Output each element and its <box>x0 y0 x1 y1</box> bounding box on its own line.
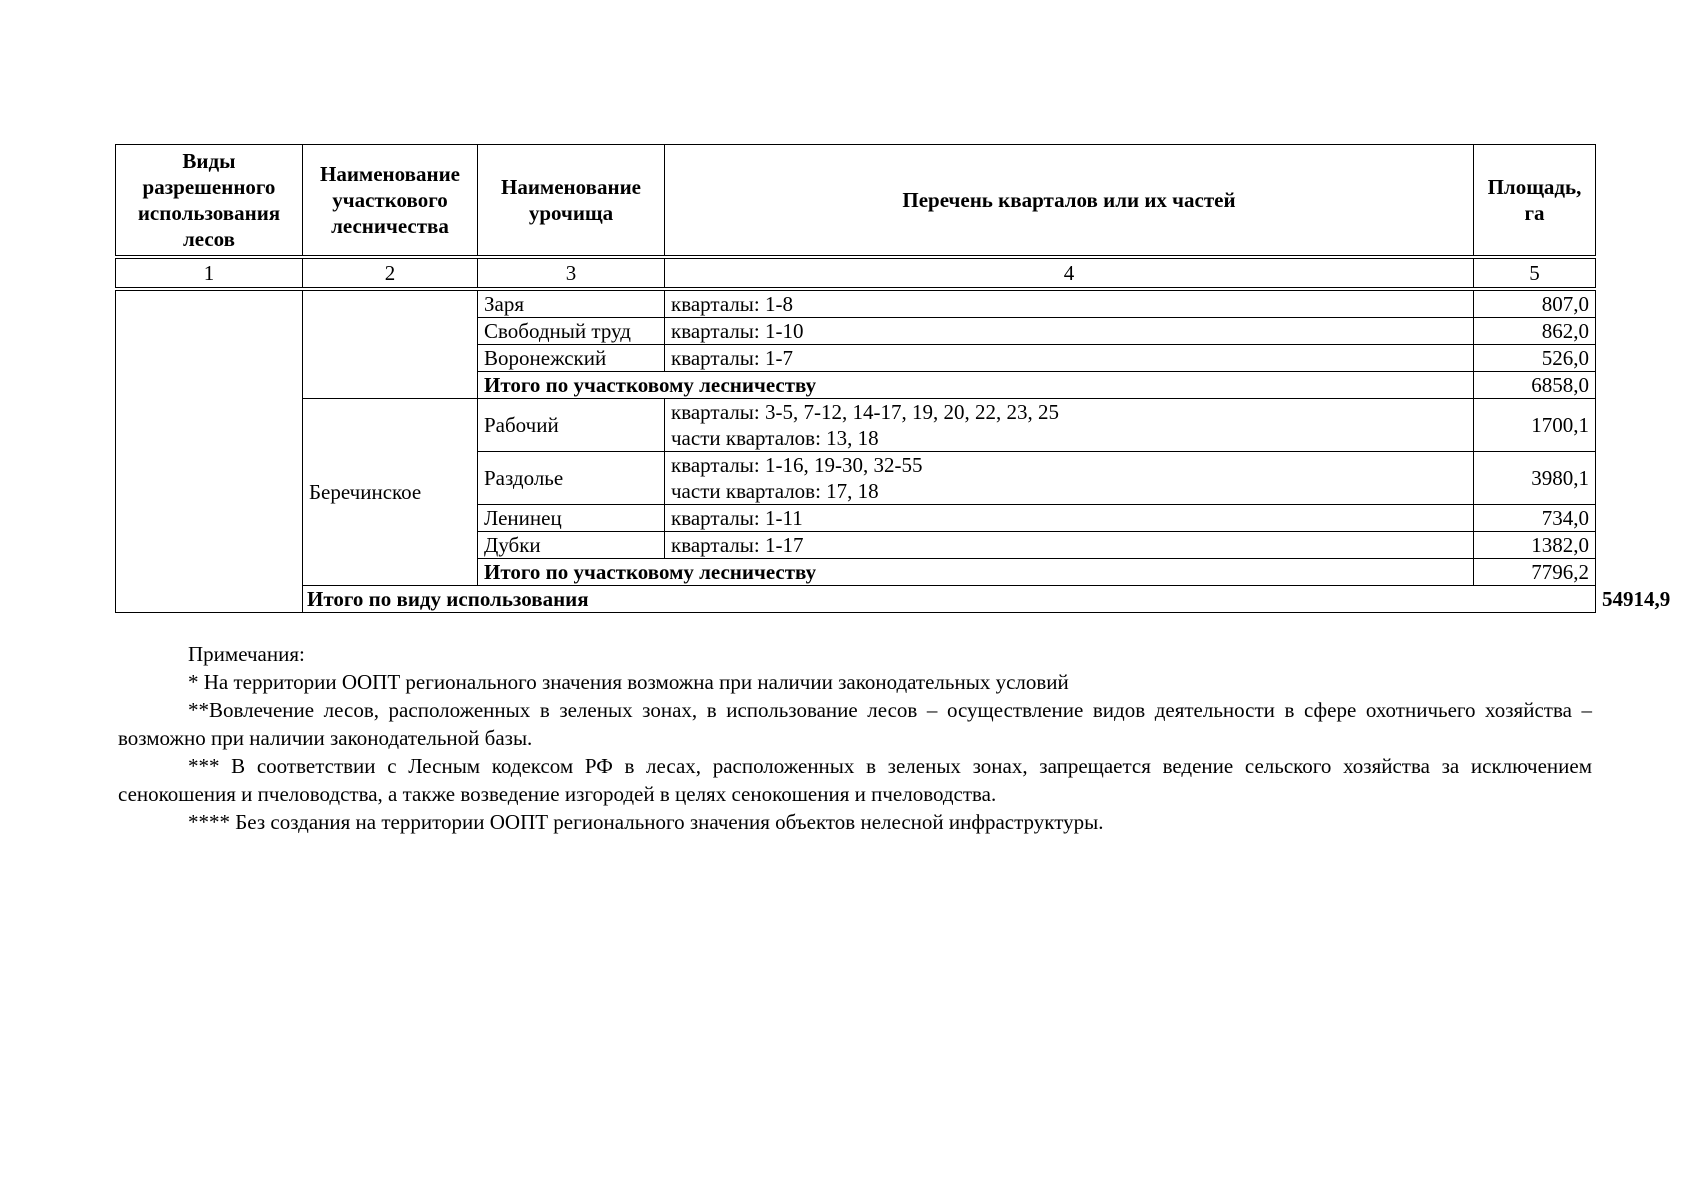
note-item: * На территории ООПТ регионального значения возможна при наличии законодательных условий <box>188 670 1069 694</box>
column-number: 2 <box>303 257 478 289</box>
header-forestry: Наименование участкового лесничества <box>303 145 478 258</box>
column-number: 5 <box>1474 257 1596 289</box>
quarters-cell: кварталы: 1-11 <box>665 505 1474 532</box>
use-type-cell <box>116 289 303 613</box>
table-header-row <box>116 145 1596 258</box>
header-quarters: Перечень кварталов или их частей <box>665 145 1474 258</box>
subtotal-area: 6858,0 <box>1474 372 1596 399</box>
subtotal-label: Итого по участковому лесничеству <box>478 372 1474 399</box>
area-cell: 807,0 <box>1474 289 1596 318</box>
tract-cell: Воронежский <box>478 345 665 372</box>
quarters-cell <box>665 399 1474 452</box>
quarters-cell: кварталы: 1-10 <box>665 318 1474 345</box>
quarters-cell <box>665 452 1474 505</box>
column-number: 4 <box>665 257 1474 289</box>
table-row <box>116 399 1596 452</box>
total-row: Итого по виду использования 54914,9 <box>116 586 1596 613</box>
column-number: 3 <box>478 257 665 289</box>
note-item: **Вовлечение лесов, расположенных в зеленых зонах, в использование лесов – осуществление видов деятельности в сфере охотничьего хозяйства – возможно при наличии законодательной базы. <box>118 698 1592 750</box>
tract-cell: Свободный труд <box>478 318 665 345</box>
area-cell: 1382,0 <box>1474 532 1596 559</box>
tract-cell: Рабочий <box>478 399 665 452</box>
column-number-row <box>116 257 1596 289</box>
tract-cell: Ленинец <box>478 505 665 532</box>
subtotal-area: 7796,2 <box>1474 559 1596 586</box>
header-use-type: Виды разрешенного использования лесов <box>116 145 303 258</box>
total-label: Итого по виду использования <box>303 586 1596 613</box>
forest-use-table <box>115 144 1671 613</box>
notes-title: Примечания: <box>188 642 305 666</box>
quarters-line: части кварталов: 13, 18 <box>671 426 879 450</box>
quarters-cell: кварталы: 1-7 <box>665 345 1474 372</box>
note-item: **** Без создания на территории ООПТ регионального значения объектов нелесной инфраструктуры. <box>188 810 1104 834</box>
tract-cell: Дубки <box>478 532 665 559</box>
header-area: Площадь, га <box>1474 145 1596 258</box>
area-cell: 3980,1 <box>1474 452 1596 505</box>
area-cell: 862,0 <box>1474 318 1596 345</box>
quarters-line: части кварталов: 17, 18 <box>671 479 879 503</box>
tract-cell: Раздолье <box>478 452 665 505</box>
subtotal-label: Итого по участковому лесничеству <box>478 559 1474 586</box>
area-cell: 1700,1 <box>1474 399 1596 452</box>
quarters-line: кварталы: 3-5, 7-12, 14-17, 19, 20, 22, 23, 25 <box>671 400 1059 424</box>
area-cell: 526,0 <box>1474 345 1596 372</box>
column-number: 1 <box>116 257 303 289</box>
quarters-cell: кварталы: 1-8 <box>665 289 1474 318</box>
area-cell: 734,0 <box>1474 505 1596 532</box>
quarters-line: кварталы: 1-16, 19-30, 32-55 <box>671 453 923 477</box>
table-row <box>116 289 1596 318</box>
tract-cell: Заря <box>478 289 665 318</box>
forestry-cell <box>303 289 478 399</box>
forestry-cell: Беречинское <box>303 399 478 586</box>
note-item: *** В соответствии с Лесным кодексом РФ в лесах, расположенных в зеленых зонах, запрещается ведение сельского хозяйства за исключением сенокошения и пчеловодства, а также возведение изгородей в целях сенокошения и пчеловодства. <box>118 754 1592 806</box>
header-tract: Наименование урочища <box>478 145 665 258</box>
quarters-cell: кварталы: 1-17 <box>665 532 1474 559</box>
notes-section <box>118 640 1592 836</box>
